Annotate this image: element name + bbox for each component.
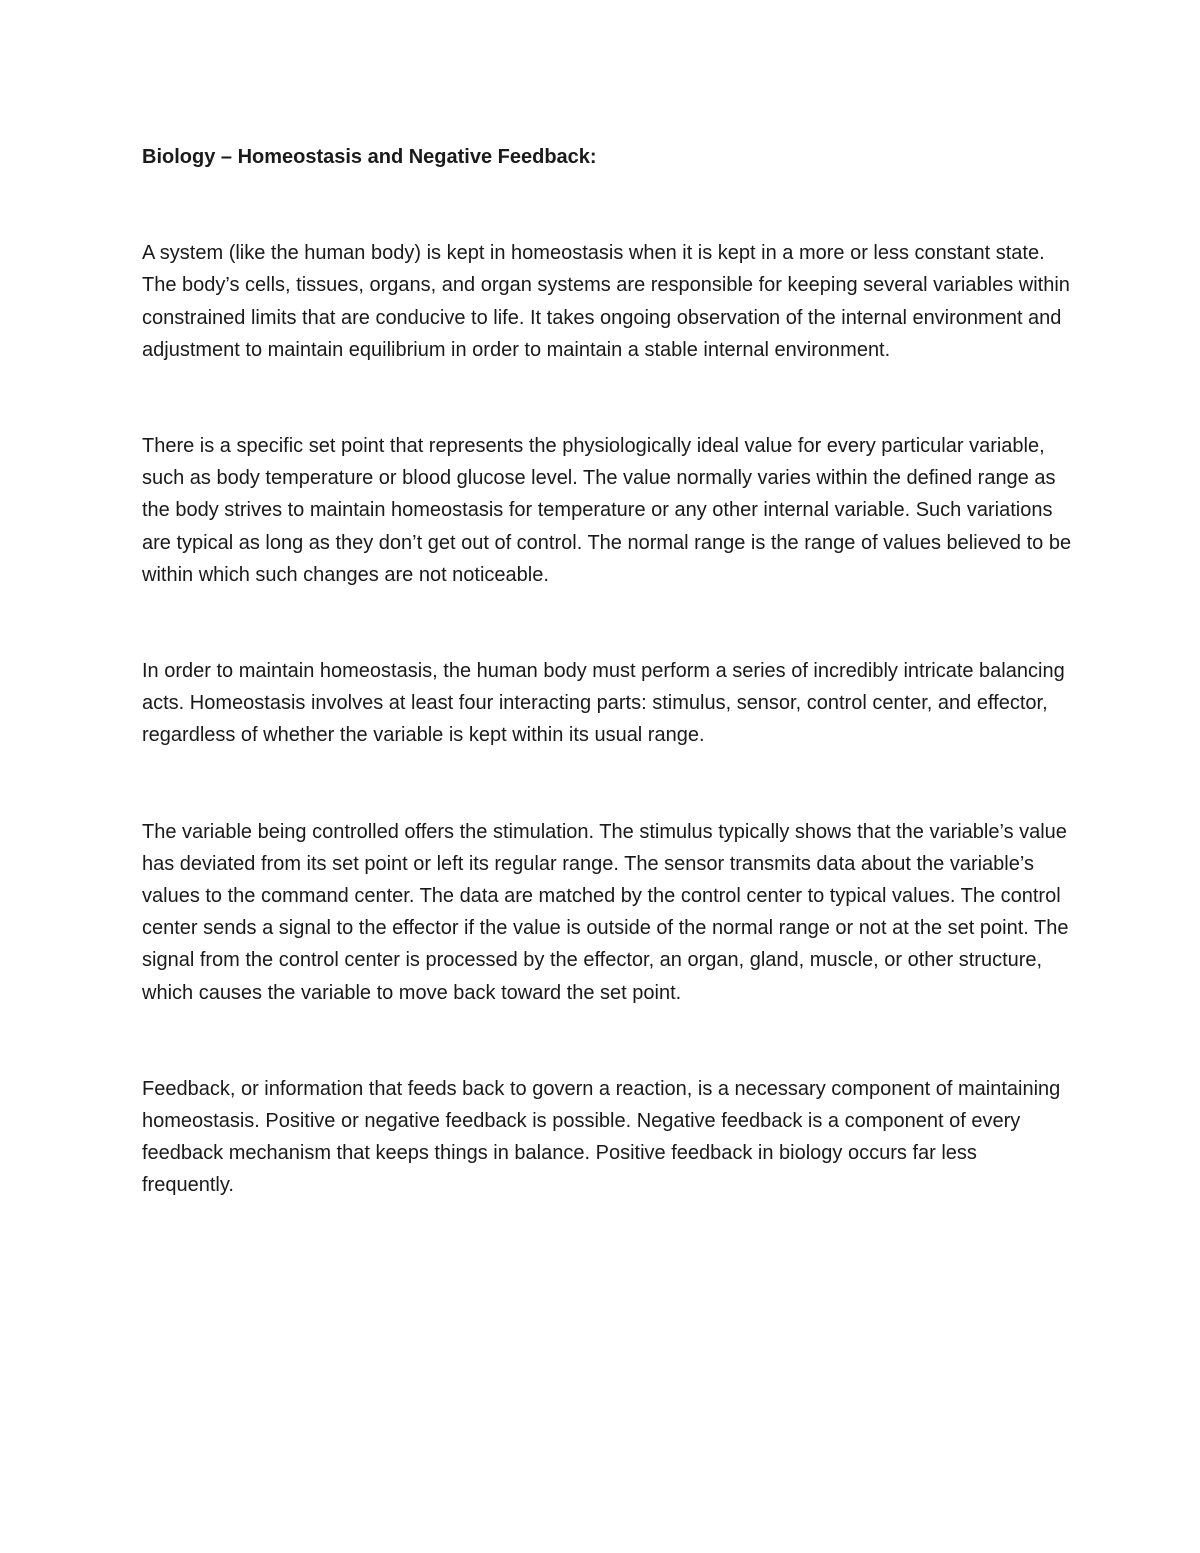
paragraph-homeostasis-definition: A system (like the human body) is kept in homeostasis when it is kept in a more or less constant state. The body’s cells, tissues, organs, and organ systems are responsible for keeping several variables within constrained limits that are conducive to life. It takes ongoing observation of the internal environment and adjustment to maintain equilibrium in order to maintain a stable internal environment. — [142, 242, 1070, 361]
document-body — [142, 141, 1072, 1202]
paragraph-stimulus-sensor-effector: The variable being controlled offers the stimulation. The stimulus typically shows that the variable’s value has deviated from its set point or left its regular range. The sensor transmits data about the variable’s values to the command center. The data are matched by the control center to typical values. The control center sends a signal to the effector if the value is outside of the normal range or not at the set point. The signal from the control center is processed by the effector, an organ, gland, muscle, or other structure, which causes the variable to move back toward the set point. — [142, 820, 1069, 1004]
paragraph-feedback: Feedback, or information that feeds back to govern a reaction, is a necessary component of maintaining homeostasis. Positive or negative feedback is possible. Negative feedback is a component of every feedback mechanism that keeps things in balance. Positive feedback in biology occurs far less frequently. — [142, 1077, 1061, 1197]
paragraph-interacting-parts: In order to maintain homeostasis, the human body must perform a series of incredibly intricate balancing acts. Homeostasis involves at least four interacting parts: stimulus, sensor, control center, and effector, regardless of whether the variable is kept within its usual range. — [142, 660, 1065, 747]
document-title: Biology – Homeostasis and Negative Feedback: — [142, 146, 597, 168]
paragraph-set-point: There is a specific set point that represents the physiologically ideal value for every particular variable, such as body temperature or blood glucose level. The value normally varies within the defined range as the body strives to maintain homeostasis for temperature or any other internal variable. Such variations are typical as long as they don’t get out of control. The normal range is the range of values believed to be within which such changes are not noticeable. — [142, 435, 1072, 586]
